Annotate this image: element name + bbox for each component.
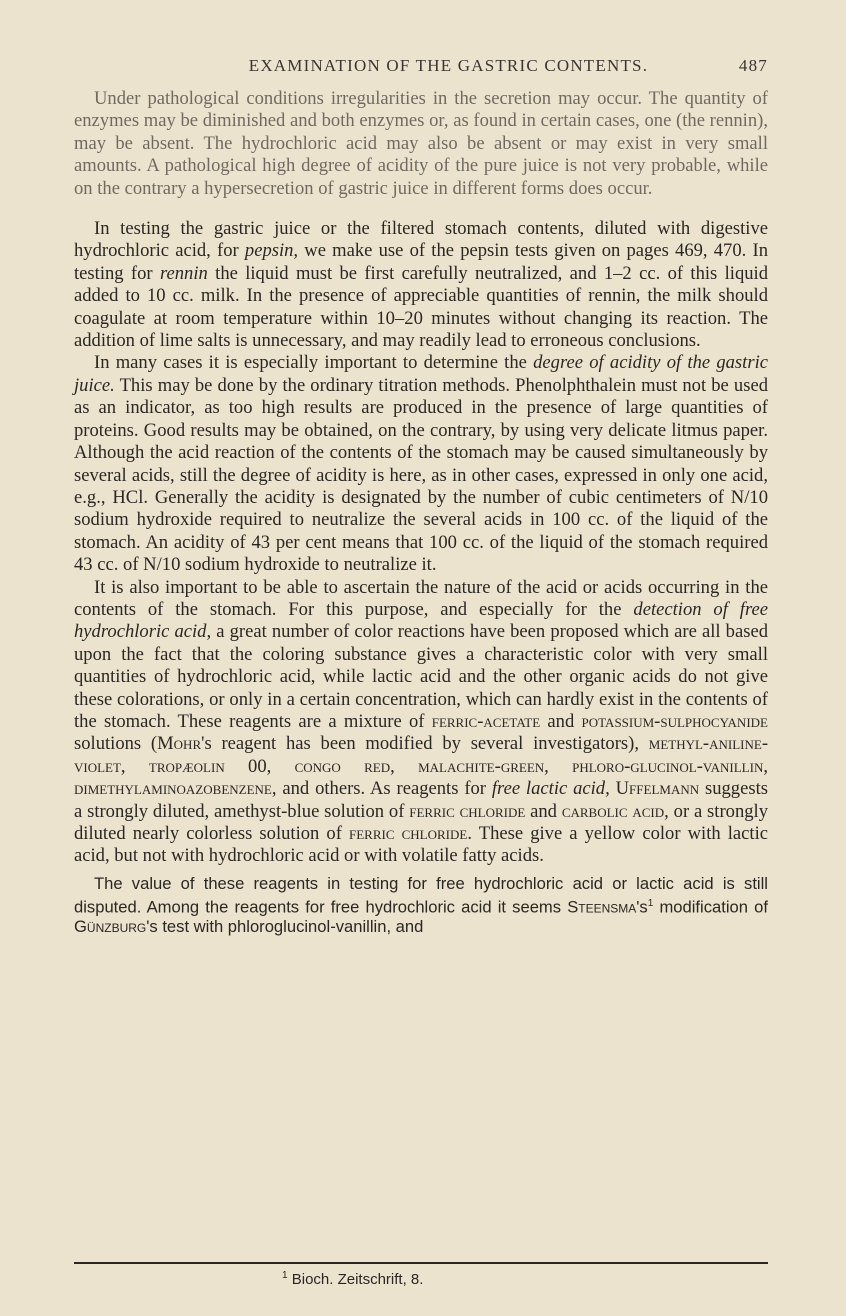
paragraph-nature-of-acid: It is also important to be able to ascertain the nature of the acid or acids occurring in the contents of the stomach. For this purpose, and especially for the detection of free hydrochloric acid, a great number of color reactions have been proposed which are all based upon the fact that the coloring substance gives a characteristic color with very small quantities of hydrochloric acid, while lactic acid and the other organic acids do not give these colorations, or only in a certain concentration, which can hardly exist in the contents of the stomach. These reagents are a mixture of ferric-acetate and potassium-sulphocyanide solutions (Mohr's reagent has been modified by several investigators), methyl-aniline-violet, tropæolin 00, congo red, malachite-green, phloro-glucinol-vanillin, dimethylaminoazobenzene, and others. As reagents for free lactic acid, Uffelmann suggests a strongly diluted, amethyst-blue solution of ferric chloride and carbolic acid, or a strongly diluted nearly colorless solution of ferric chloride. These give a yellow color with lactic acid, but not with hydrochloric acid or with volatile fatty acids.	[74, 576, 769, 867]
paragraph-pepsin-rennin-tests: In testing the gastric juice or the filtered stomach contents, diluted with digestive hydrochloric acid, for pepsin, we make use of the pepsin tests given on pages 469, 470. In testing for rennin the liquid must be first carefully neutralized, and 1–2 cc. of this liquid added to 10 cc. milk. In the presence of appreciable quantities of rennin, the milk should coagulate at room temperature within 10–20 minutes without changing its reaction. The addition of lime salts is unnecessary, and may readily lead to erroneous conclusions.	[74, 218, 768, 352]
footnote-text: Bioch. Zeitschrift, 8.	[287, 1271, 424, 1288]
page-number: 487	[738, 56, 768, 75]
footnote-rule	[74, 1262, 768, 1264]
footnote	[282, 1270, 423, 1288]
paragraph-pathological-conditions: Under pathological conditions irregularities in the secretion may occur. The quantity of enzymes may be diminished and both enzymes or, as found in certain cases, one (the rennin), may be absent. The hydrochloric acid may also be absent or may exist in very small amounts. A pathological high degree of acidity of the pure juice is not very probable, while on the contrary a hypersecretion of gastric juice in different forms does occur.	[74, 88, 768, 199]
footnote-ref[interactable]: 1	[647, 897, 654, 909]
page	[74, 56, 768, 937]
paragraph-degree-of-acidity: In many cases it is especially important to determine the degree of acidity of the gastric juice. This may be done by the ordinary titration methods. Phenolphthalein must not be used as an indicator, as too high results are produced in the presence of large quantities of proteins. Good results may be obtained, on the contrary, by using very delicate litmus paper. Although the acid reaction of the contents of the stomach may be caused simultaneously by several acids, still the degree of acidity is here, as in other cases, expressed in only one acid, e.g., HCl. Generally the acidity is designated by the number of cubic centimeters of N/10 sodium hydroxide required to neutralize the several acids in 100 cc. of the liquid of the stomach. An acidity of 43 per cent means that 100 cc. of the liquid of the stomach required 43 cc. of N/10 sodium hydroxide to neutralize it.	[74, 352, 768, 576]
footnote-marker: 1	[282, 1270, 288, 1281]
header-title: EXAMINATION OF THE GASTRIC CONTENTS.	[248, 56, 649, 75]
paragraph-reagent-value: The value of these reagents in testing for free hydrochloric acid or lactic acid is still disputed. Among the reagents for free hydrochloric acid it seems $Steensma's^1$ modification of Günzburg's test with phloroglucinol-vanillin, and	[74, 873, 768, 937]
running-header	[74, 56, 768, 82]
